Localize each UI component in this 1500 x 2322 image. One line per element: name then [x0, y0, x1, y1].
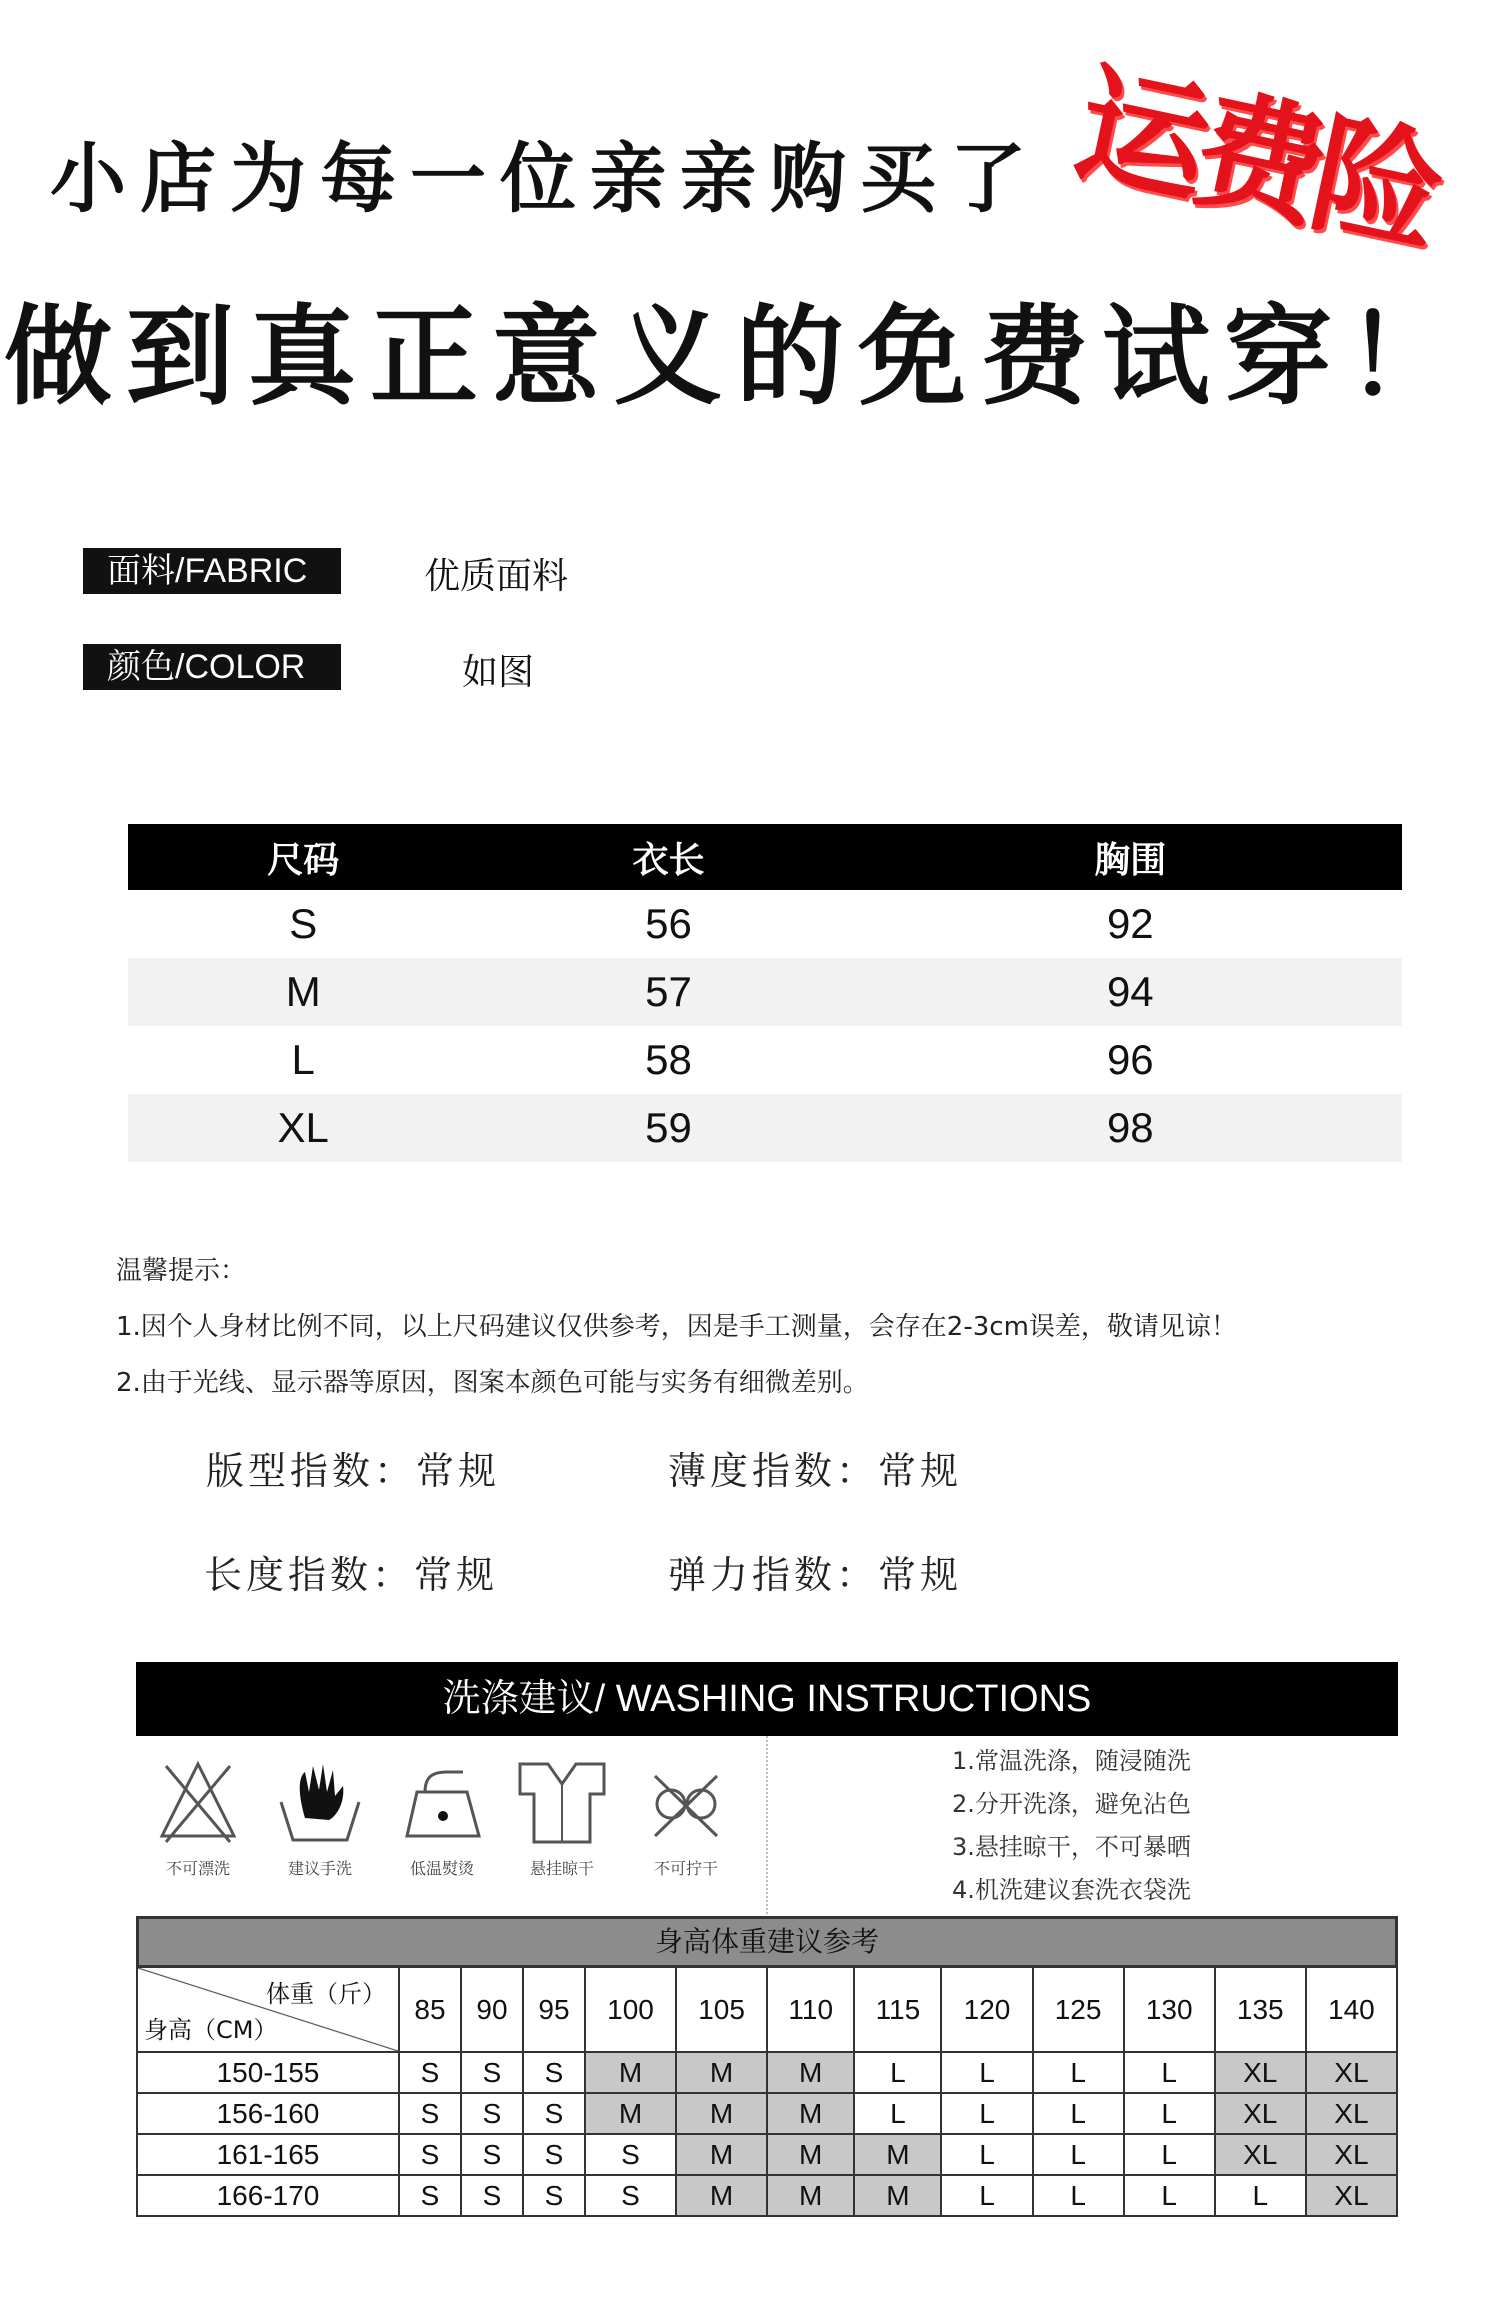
corner-cell: [137, 1967, 399, 2052]
weight-header: 90: [461, 1967, 523, 2052]
size-cell: L: [854, 2052, 941, 2093]
size-cell: M: [854, 2175, 941, 2216]
height-range-cell: 150-155: [137, 2052, 399, 2093]
table-row: [128, 1094, 1402, 1162]
size-cell: S: [461, 2093, 523, 2134]
no-wring-icon: [641, 1758, 731, 1848]
size-cell: L: [1033, 2093, 1124, 2134]
color-label: 颜色/COLOR: [83, 644, 341, 690]
weight-axis-label: 体重（斤）: [266, 1980, 386, 2008]
size-cell: M: [676, 2052, 767, 2093]
length-cell: 58: [645, 1036, 692, 1083]
size-cell: M: [767, 2134, 854, 2175]
weight-header: 140: [1306, 1967, 1397, 2052]
no-wring-label: 不可拧干: [653, 1859, 718, 1878]
table-row: [128, 890, 1402, 958]
weight-header: 85: [399, 1967, 461, 2052]
no-bleach-label: 不可漂洗: [165, 1859, 230, 1878]
size-cell: L: [941, 2093, 1032, 2134]
height-range-cell: 161-165: [137, 2134, 399, 2175]
size-cell: L: [291, 1036, 315, 1083]
size-cell: L: [854, 2093, 941, 2134]
size-cell: L: [1124, 2093, 1215, 2134]
weight-header: 95: [523, 1967, 585, 2052]
banner-subheadline: 做到真正意义的免费试穿！: [4, 294, 1469, 420]
washing-tips: [952, 1740, 1191, 1912]
weight-header: 135: [1215, 1967, 1306, 2052]
notes-title: 温馨提示：: [116, 1256, 247, 1286]
size-cell: S: [523, 2093, 585, 2134]
hang-dry-icon: [512, 1758, 612, 1848]
size-cell: S: [585, 2175, 676, 2216]
size-cell: M: [585, 2052, 676, 2093]
thickness-index: 薄度指数：常规: [668, 1449, 963, 1493]
length-cell: 59: [478, 1094, 858, 1162]
size-cell: M: [676, 2134, 767, 2175]
washing-title: 洗涤建议/ WASHING INSTRUCTIONS: [136, 1662, 1398, 1736]
table-row: [137, 2134, 1397, 2175]
bust-cell: 92: [1106, 900, 1154, 947]
size-cell: S: [399, 2134, 461, 2175]
no-bleach-icon: [158, 1758, 238, 1848]
size-cell: L: [941, 2134, 1032, 2175]
bust-cell: 96: [1106, 1036, 1154, 1083]
size-cell: M: [767, 2175, 854, 2216]
washing-section: [136, 1736, 1398, 1914]
hand-wash-item: [270, 1758, 370, 1879]
length-header: 衣长: [478, 824, 858, 890]
size-cell: M: [676, 2093, 767, 2134]
size-cell: S: [461, 2134, 523, 2175]
note-item: 1.因个人身材比例不同，以上尺码建议仅供参考，因是手工测量，会存在2-3cm误差，敬请见谅！: [116, 1312, 1237, 1342]
size-cell: M: [128, 958, 478, 1026]
size-cell: S: [289, 900, 318, 947]
bust-header: 胸围: [859, 824, 1402, 890]
fabric-label: 面料/FABRIC: [83, 548, 341, 594]
fabric-value: 优质面料: [424, 556, 569, 597]
size-cell: XL: [1306, 2134, 1397, 2175]
size-cell: S: [399, 2175, 461, 2216]
hang-dry-label: 悬挂晾干: [529, 1859, 594, 1878]
length-index: 长度指数：常规: [204, 1553, 499, 1597]
weight-header: 125: [1033, 1967, 1124, 2052]
table-row: [137, 2175, 1397, 2216]
size-cell: M: [854, 2134, 941, 2175]
height-weight-title: 身高体重建议参考: [136, 1916, 1398, 1968]
hand-wash-label: 建议手洗: [287, 1859, 352, 1878]
washing-icons: [136, 1736, 768, 1914]
size-cell: S: [585, 2134, 676, 2175]
length-cell: 56: [645, 900, 692, 947]
size-cell: L: [1215, 2175, 1306, 2216]
size-cell: XL: [1215, 2134, 1306, 2175]
size-cell: M: [676, 2175, 767, 2216]
size-cell: L: [1033, 2052, 1124, 2093]
table-row: [137, 2052, 1397, 2093]
note-item: 2.由于光线、显示器等原因，图案本颜色可能与实务有细微差别。: [116, 1368, 869, 1398]
size-cell: XL: [1215, 2093, 1306, 2134]
size-cell: L: [941, 2175, 1032, 2216]
height-weight-table: [136, 1966, 1398, 2217]
washing-tip: 3.悬挂晾干，不可暴晒: [952, 1833, 1191, 1861]
size-cell: L: [1033, 2134, 1124, 2175]
size-cell: XL: [1306, 2052, 1397, 2093]
weight-header: 105: [676, 1967, 767, 2052]
low-temp-iron-label: 低温熨烫: [409, 1859, 474, 1878]
hand-wash-icon: [275, 1758, 365, 1848]
shipping-insurance-stamp: 运费险: [1063, 47, 1448, 271]
size-cell: L: [1124, 2052, 1215, 2093]
banner-headline: 小店为每一位亲亲购买了: [50, 134, 1040, 223]
height-axis-label: 身高（CM）: [144, 2016, 278, 2044]
size-cell: L: [1124, 2134, 1215, 2175]
washing-tip: 2.分开洗涤，避免沾色: [952, 1790, 1191, 1818]
size-cell: S: [399, 2093, 461, 2134]
bust-cell: 98: [859, 1094, 1402, 1162]
size-cell: XL: [1306, 2093, 1397, 2134]
height-range-cell: 156-160: [137, 2093, 399, 2134]
size-cell: S: [461, 2175, 523, 2216]
bust-cell: 94: [859, 958, 1402, 1026]
table-row: [128, 958, 1402, 1026]
weight-header: 110: [767, 1967, 854, 2052]
fit-index: 版型指数：常规: [206, 1449, 501, 1493]
size-cell: XL: [1215, 2052, 1306, 2093]
weight-header: 115: [854, 1967, 941, 2052]
weight-header: 120: [941, 1967, 1032, 2052]
weight-header: 130: [1124, 1967, 1215, 2052]
table-row: [128, 1026, 1402, 1094]
low-temp-iron-icon: [397, 1758, 487, 1848]
size-header: 尺码: [128, 824, 478, 890]
size-cell: L: [941, 2052, 1032, 2093]
no-wring-item: [636, 1758, 736, 1879]
size-cell: XL: [128, 1094, 478, 1162]
size-cell: S: [523, 2052, 585, 2093]
size-cell: L: [1124, 2175, 1215, 2216]
elasticity-index: 弹力指数：常规: [668, 1553, 963, 1597]
size-cell: M: [767, 2052, 854, 2093]
no-bleach-item: [148, 1758, 248, 1879]
weight-header: 100: [585, 1967, 676, 2052]
low-temp-iron-item: [392, 1758, 492, 1879]
size-cell: L: [1033, 2175, 1124, 2216]
size-cell: S: [523, 2175, 585, 2216]
washing-tip: 1.常温洗涤，随浸随洗: [952, 1747, 1191, 1775]
washing-tip: 4.机洗建议套洗衣袋洗: [952, 1876, 1191, 1904]
size-cell: S: [399, 2052, 461, 2093]
size-cell: M: [585, 2093, 676, 2134]
size-cell: XL: [1306, 2175, 1397, 2216]
hang-dry-item: [512, 1758, 612, 1879]
height-range-cell: 166-170: [137, 2175, 399, 2216]
table-row: [137, 2093, 1397, 2134]
size-cell: S: [461, 2052, 523, 2093]
length-cell: 57: [478, 958, 858, 1026]
color-value: 如图: [462, 652, 535, 693]
size-cell: S: [523, 2134, 585, 2175]
size-cell: M: [767, 2093, 854, 2134]
size-table: [128, 824, 1402, 1162]
